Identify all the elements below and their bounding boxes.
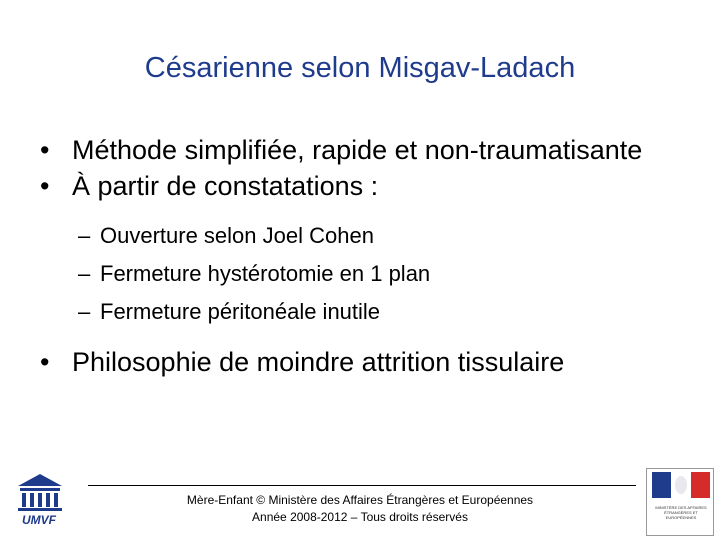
sub-bullet-dash: –	[78, 223, 91, 248]
bullet-dot: •	[40, 347, 50, 377]
footer-divider	[88, 485, 636, 486]
bullet-item	[28, 133, 688, 167]
footer-line-1: Mère-Enfant © Ministère des Affaires Étrangères et Européennes	[186, 493, 534, 507]
bullet-list	[28, 133, 688, 379]
bullet-item	[28, 345, 688, 379]
bullet-item	[28, 169, 688, 203]
sub-bullet-item	[28, 293, 688, 331]
bullet-dot: •	[40, 135, 50, 165]
bullet-dot: •	[40, 171, 50, 201]
sub-bullet-item	[28, 255, 688, 293]
umvf-logo-text: UMVF	[22, 513, 56, 527]
footer-line-2: Année 2008-2012 – Tous droits réservés	[252, 510, 468, 524]
sub-bullet-dash: –	[78, 299, 91, 324]
footer-copyright	[150, 492, 570, 526]
sub-bullet-text: Ouverture selon Joel Cohen	[100, 223, 374, 248]
ministry-logo-text: MINISTÈRE DES AFFAIRES ÉTRANGÈRES ET EUROPÉENNES	[655, 505, 707, 520]
bullet-text: Méthode simplifiée, rapide et non-traumatisante	[72, 135, 643, 165]
sub-bullet-text: Fermeture péritonéale inutile	[100, 299, 381, 324]
bullet-text: Philosophie de moindre attrition tissulaire	[72, 347, 565, 377]
ministry-logo	[646, 468, 714, 536]
sub-bullet-text: Fermeture hystérotomie en 1 plan	[100, 261, 431, 286]
sub-bullet-dash: –	[78, 261, 91, 286]
sub-bullet-item	[28, 217, 688, 255]
sub-bullet-list	[28, 217, 688, 331]
bullet-text: À partir de constatations :	[72, 171, 379, 201]
french-flag-icon	[652, 472, 710, 498]
slide-title: Césarienne selon Misgav-Ladach	[144, 52, 576, 84]
